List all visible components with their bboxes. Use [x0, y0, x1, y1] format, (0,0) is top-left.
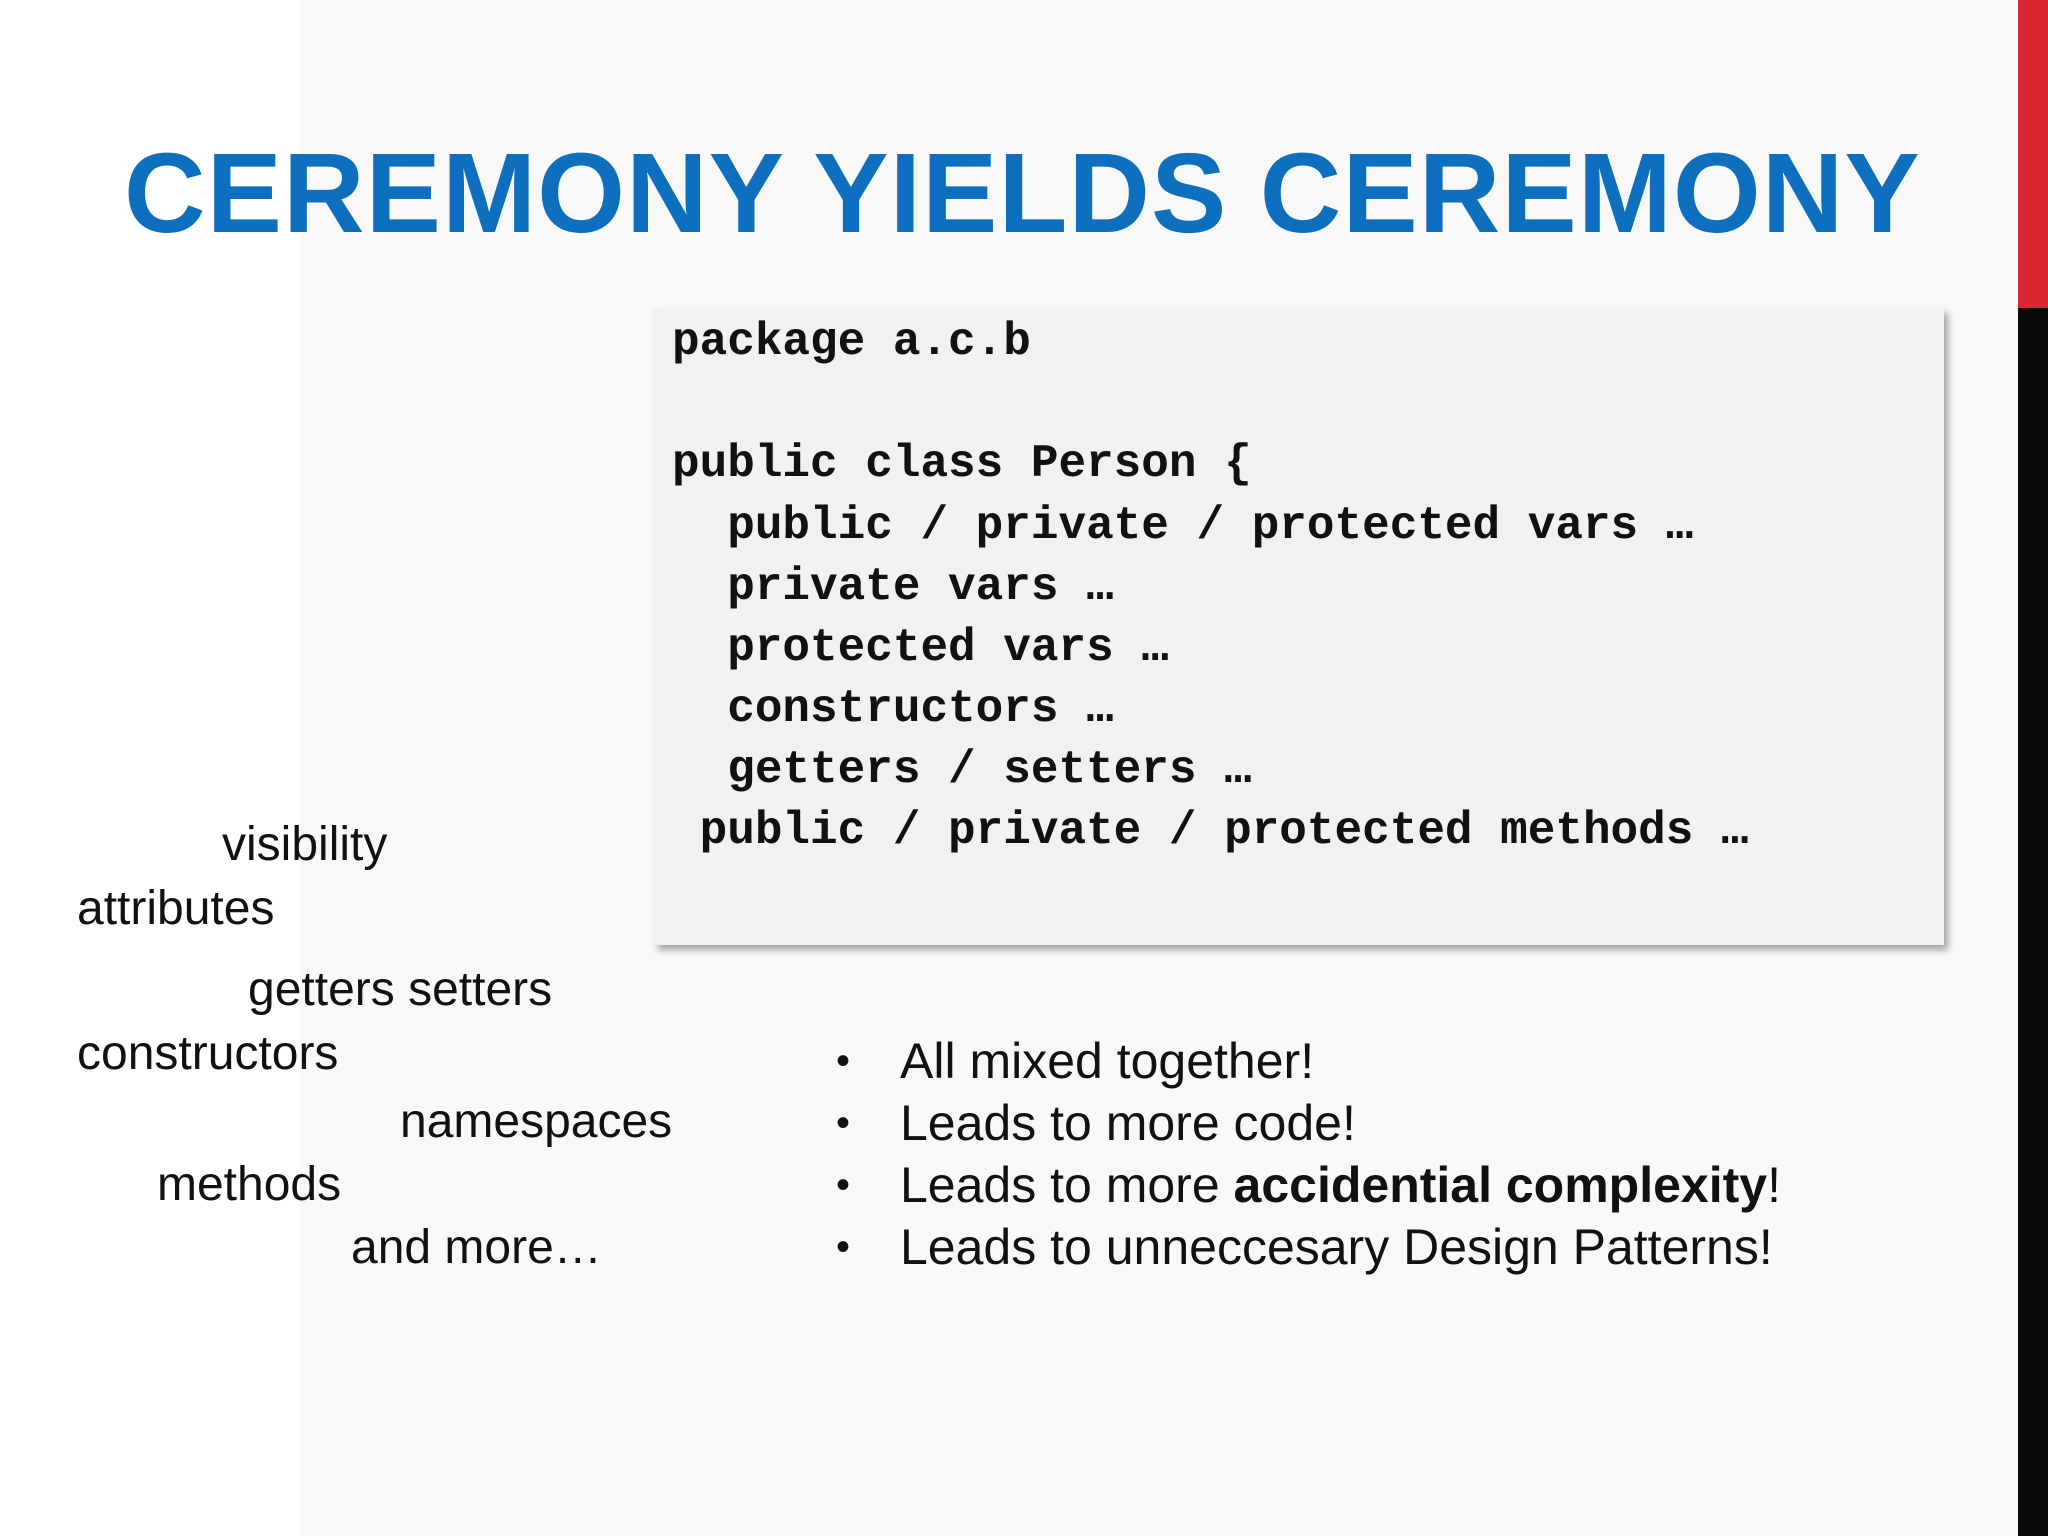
code-line: package a.c.b [672, 316, 1031, 368]
ceremony-word: constructors [77, 1027, 339, 1080]
ceremony-word: attributes [77, 882, 275, 935]
bullet-text: Leads to more code! [900, 1095, 1356, 1151]
code-line: constructors … [672, 683, 1114, 735]
ceremony-word: visibility [222, 818, 388, 871]
code-block [654, 308, 1944, 945]
bullet-text: Leads to unneccesary Design Patterns! [900, 1219, 1773, 1275]
ceremony-word: namespaces [400, 1095, 673, 1148]
code-line: public class Person { [672, 438, 1252, 490]
bullet-text: All mixed together! [900, 1033, 1315, 1089]
bullet-marker: • [836, 1163, 851, 1207]
bullet-marker: • [836, 1101, 851, 1145]
accent-bar-red [2018, 0, 2048, 308]
slide-title: CEREMONY YIELDS CEREMONY [124, 130, 1921, 256]
bullet-item [830, 1030, 1781, 1092]
code-line: public / private / protected methods … [672, 805, 1749, 857]
bullet-marker: • [836, 1225, 851, 1269]
bullet-marker: • [836, 1039, 851, 1083]
bullet-text-suffix: ! [1767, 1157, 1781, 1213]
ceremony-word: and more… [351, 1221, 602, 1274]
code-line: protected vars … [672, 622, 1169, 674]
bullet-text-emphasis: accidential complexity [1233, 1157, 1768, 1213]
code-line: public / private / protected vars … [672, 500, 1694, 552]
accent-bar-black [2018, 308, 2048, 1536]
code-line: private vars … [672, 561, 1114, 613]
bullet-item [830, 1216, 1781, 1278]
bullet-text-prefix: Leads to more [900, 1157, 1234, 1213]
bullet-list [830, 1030, 1781, 1278]
ceremony-word: methods [157, 1158, 342, 1211]
bullet-item [830, 1092, 1781, 1154]
ceremony-word: getters setters [248, 963, 553, 1016]
bullet-item [830, 1154, 1781, 1216]
code-line: getters / setters … [672, 744, 1252, 796]
